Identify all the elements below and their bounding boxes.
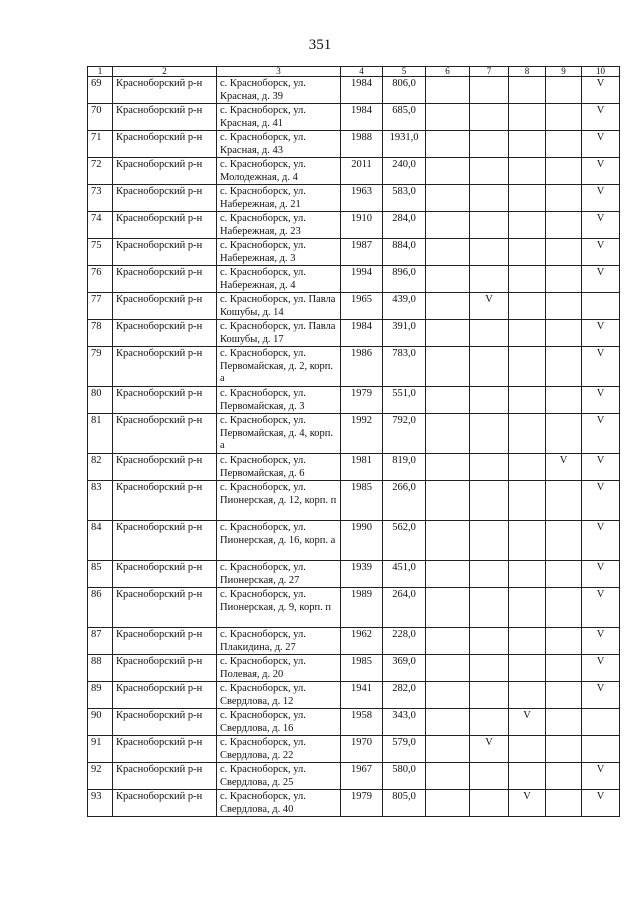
address-cell: с. Красноборск, ул. Свердлова, д. 12 [217, 682, 341, 709]
column-7-mark [470, 158, 509, 185]
area-cell: 228,0 [383, 628, 426, 655]
year-cell: 1979 [341, 790, 383, 817]
address-cell: с. Красноборск, ул. Набережная, д. 3 [217, 239, 341, 266]
column-7-mark [470, 239, 509, 266]
column-number-4: 4 [341, 67, 383, 77]
address-cell: с. Красноборск, ул. Полевая, д. 20 [217, 655, 341, 682]
address-cell: с. Красноборск, ул. Павла Кошубы, д. 17 [217, 320, 341, 347]
column-number-8: 8 [509, 67, 546, 77]
column-7-mark [470, 655, 509, 682]
column-10-mark [582, 293, 620, 320]
area-cell: 884,0 [383, 239, 426, 266]
district-cell: Красноборский р-н [113, 77, 217, 104]
column-10-mark: V [582, 266, 620, 293]
address-cell: с. Красноборск, ул. Первомайская, д. 2, корп. а [217, 347, 341, 387]
column-10-mark: V [582, 320, 620, 347]
column-8-mark [509, 682, 546, 709]
column-9-mark [546, 588, 582, 628]
row-number-cell: 90 [88, 709, 113, 736]
column-10-mark [582, 709, 620, 736]
column-8-mark [509, 347, 546, 387]
table-row [88, 239, 620, 266]
table-row [88, 628, 620, 655]
area-cell: 1931,0 [383, 131, 426, 158]
column-7-mark [470, 454, 509, 481]
area-cell: 783,0 [383, 347, 426, 387]
column-10-mark: V [582, 212, 620, 239]
column-6-mark [426, 481, 470, 521]
column-8-mark [509, 588, 546, 628]
column-10-mark: V [582, 239, 620, 266]
district-cell: Красноборский р-н [113, 709, 217, 736]
column-8-mark [509, 77, 546, 104]
row-number-cell: 85 [88, 561, 113, 588]
table-row [88, 414, 620, 454]
column-6-mark [426, 628, 470, 655]
year-cell: 1992 [341, 414, 383, 454]
area-cell: 391,0 [383, 320, 426, 347]
column-10-mark: V [582, 628, 620, 655]
column-6-mark [426, 561, 470, 588]
address-cell: с. Красноборск, ул. Пионерская, д. 16, корп. а [217, 521, 341, 561]
district-cell: Красноборский р-н [113, 266, 217, 293]
year-cell: 1984 [341, 320, 383, 347]
column-10-mark: V [582, 104, 620, 131]
column-6-mark [426, 790, 470, 817]
column-9-mark [546, 521, 582, 561]
column-9-mark [546, 682, 582, 709]
column-9-mark [546, 481, 582, 521]
column-8-mark [509, 293, 546, 320]
address-cell: с. Красноборск, ул. Набережная, д. 21 [217, 185, 341, 212]
address-cell: с. Красноборск, ул. Плакидина, д. 27 [217, 628, 341, 655]
column-number-3: 3 [217, 67, 341, 77]
column-9-mark: V [546, 454, 582, 481]
column-10-mark: V [582, 763, 620, 790]
column-6-mark [426, 414, 470, 454]
column-6-mark [426, 239, 470, 266]
column-6-mark [426, 387, 470, 414]
area-cell: 792,0 [383, 414, 426, 454]
district-cell: Красноборский р-н [113, 131, 217, 158]
column-7-mark [470, 131, 509, 158]
year-cell: 1984 [341, 104, 383, 131]
column-6-mark [426, 104, 470, 131]
table-row [88, 387, 620, 414]
district-cell: Красноборский р-н [113, 763, 217, 790]
column-9-mark [546, 266, 582, 293]
column-number-9: 9 [546, 67, 582, 77]
column-6-mark [426, 266, 470, 293]
row-number-cell: 86 [88, 588, 113, 628]
area-cell: 806,0 [383, 77, 426, 104]
area-cell: 896,0 [383, 266, 426, 293]
column-8-mark [509, 414, 546, 454]
column-9-mark [546, 158, 582, 185]
row-number-cell: 77 [88, 293, 113, 320]
column-number-6: 6 [426, 67, 470, 77]
column-9-mark [546, 561, 582, 588]
year-cell: 1962 [341, 628, 383, 655]
table-row [88, 790, 620, 817]
row-number-cell: 89 [88, 682, 113, 709]
district-cell: Красноборский р-н [113, 521, 217, 561]
area-cell: 685,0 [383, 104, 426, 131]
address-cell: с. Красноборск, ул. Свердлова, д. 22 [217, 736, 341, 763]
column-10-mark: V [582, 131, 620, 158]
district-cell: Красноборский р-н [113, 320, 217, 347]
district-cell: Красноборский р-н [113, 158, 217, 185]
column-7-mark [470, 320, 509, 347]
area-cell: 805,0 [383, 790, 426, 817]
column-8-mark [509, 521, 546, 561]
table-row [88, 293, 620, 320]
year-cell: 1958 [341, 709, 383, 736]
district-cell: Красноборский р-н [113, 347, 217, 387]
district-cell: Красноборский р-н [113, 414, 217, 454]
area-cell: 264,0 [383, 588, 426, 628]
table-row [88, 481, 620, 521]
column-8-mark [509, 185, 546, 212]
column-7-mark: V [470, 293, 509, 320]
district-cell: Красноборский р-н [113, 682, 217, 709]
row-number-cell: 74 [88, 212, 113, 239]
column-10-mark: V [582, 387, 620, 414]
district-cell: Красноборский р-н [113, 454, 217, 481]
table-row [88, 185, 620, 212]
column-9-mark [546, 131, 582, 158]
area-cell: 579,0 [383, 736, 426, 763]
column-8-mark [509, 212, 546, 239]
row-number-cell: 91 [88, 736, 113, 763]
column-7-mark [470, 414, 509, 454]
year-cell: 1994 [341, 266, 383, 293]
row-number-cell: 69 [88, 77, 113, 104]
column-6-mark [426, 521, 470, 561]
area-cell: 343,0 [383, 709, 426, 736]
column-7-mark: V [470, 736, 509, 763]
column-9-mark [546, 293, 582, 320]
column-10-mark: V [582, 347, 620, 387]
column-8-mark [509, 239, 546, 266]
column-6-mark [426, 655, 470, 682]
row-number-cell: 70 [88, 104, 113, 131]
column-9-mark [546, 387, 582, 414]
address-cell: с. Красноборск, ул. Свердлова, д. 25 [217, 763, 341, 790]
column-8-mark [509, 104, 546, 131]
address-cell: с. Красноборск, ул. Первомайская, д. 6 [217, 454, 341, 481]
year-cell: 1965 [341, 293, 383, 320]
table-row [88, 561, 620, 588]
area-cell: 240,0 [383, 158, 426, 185]
district-cell: Красноборский р-н [113, 481, 217, 521]
column-8-mark [509, 736, 546, 763]
year-cell: 1990 [341, 521, 383, 561]
column-8-mark [509, 131, 546, 158]
column-9-mark [546, 414, 582, 454]
column-6-mark [426, 131, 470, 158]
table-row [88, 655, 620, 682]
district-cell: Красноборский р-н [113, 588, 217, 628]
year-cell: 1963 [341, 185, 383, 212]
table-row [88, 709, 620, 736]
column-8-mark [509, 628, 546, 655]
address-cell: с. Красноборск, ул. Набережная, д. 4 [217, 266, 341, 293]
address-cell: с. Красноборск, ул. Пионерская, д. 12, корп. п [217, 481, 341, 521]
district-cell: Красноборский р-н [113, 790, 217, 817]
column-6-mark [426, 763, 470, 790]
column-7-mark [470, 682, 509, 709]
column-6-mark [426, 709, 470, 736]
column-10-mark [582, 736, 620, 763]
table-row [88, 763, 620, 790]
column-8-mark [509, 320, 546, 347]
address-cell: с. Красноборск, ул. Молодежная, д. 4 [217, 158, 341, 185]
year-cell: 1941 [341, 682, 383, 709]
column-6-mark [426, 347, 470, 387]
column-7-mark [470, 790, 509, 817]
column-6-mark [426, 588, 470, 628]
column-10-mark: V [582, 790, 620, 817]
table-row [88, 266, 620, 293]
area-cell: 551,0 [383, 387, 426, 414]
column-number-5: 5 [383, 67, 426, 77]
year-cell: 1984 [341, 77, 383, 104]
column-number-7: 7 [470, 67, 509, 77]
year-cell: 1989 [341, 588, 383, 628]
district-cell: Красноборский р-н [113, 239, 217, 266]
year-cell: 1939 [341, 561, 383, 588]
column-9-mark [546, 709, 582, 736]
table-row [88, 104, 620, 131]
column-7-mark [470, 709, 509, 736]
row-number-cell: 72 [88, 158, 113, 185]
column-7-mark [470, 104, 509, 131]
area-cell: 266,0 [383, 481, 426, 521]
area-cell: 282,0 [383, 682, 426, 709]
district-cell: Красноборский р-н [113, 212, 217, 239]
column-7-mark [470, 763, 509, 790]
row-number-cell: 75 [88, 239, 113, 266]
address-cell: с. Красноборск, ул. Павла Кошубы, д. 14 [217, 293, 341, 320]
area-cell: 369,0 [383, 655, 426, 682]
column-10-mark: V [582, 185, 620, 212]
column-8-mark [509, 158, 546, 185]
column-6-mark [426, 320, 470, 347]
address-cell: с. Красноборск, ул. Красная, д. 41 [217, 104, 341, 131]
row-number-cell: 84 [88, 521, 113, 561]
column-10-mark: V [582, 588, 620, 628]
area-cell: 583,0 [383, 185, 426, 212]
table-row [88, 588, 620, 628]
year-cell: 2011 [341, 158, 383, 185]
row-number-cell: 80 [88, 387, 113, 414]
buildings-table [87, 66, 620, 817]
column-10-mark: V [582, 655, 620, 682]
column-6-mark [426, 293, 470, 320]
year-cell: 1967 [341, 763, 383, 790]
district-cell: Красноборский р-н [113, 387, 217, 414]
column-9-mark [546, 347, 582, 387]
column-8-mark [509, 454, 546, 481]
column-7-mark [470, 628, 509, 655]
column-7-mark [470, 185, 509, 212]
column-8-mark [509, 561, 546, 588]
column-10-mark: V [582, 158, 620, 185]
address-cell: с. Красноборск, ул. Пионерская, д. 9, корп. п [217, 588, 341, 628]
address-cell: с. Красноборск, ул. Набережная, д. 23 [217, 212, 341, 239]
table-body [88, 67, 620, 817]
district-cell: Красноборский р-н [113, 655, 217, 682]
district-cell: Красноборский р-н [113, 736, 217, 763]
column-10-mark: V [582, 561, 620, 588]
year-cell: 1988 [341, 131, 383, 158]
table-row [88, 454, 620, 481]
year-cell: 1986 [341, 347, 383, 387]
column-9-mark [546, 104, 582, 131]
row-number-cell: 76 [88, 266, 113, 293]
column-10-mark: V [582, 682, 620, 709]
column-9-mark [546, 790, 582, 817]
column-8-mark [509, 387, 546, 414]
column-6-mark [426, 454, 470, 481]
column-8-mark [509, 655, 546, 682]
year-cell: 1987 [341, 239, 383, 266]
row-number-cell: 92 [88, 763, 113, 790]
column-9-mark [546, 628, 582, 655]
year-cell: 1985 [341, 655, 383, 682]
row-number-cell: 81 [88, 414, 113, 454]
area-cell: 819,0 [383, 454, 426, 481]
table-row [88, 347, 620, 387]
district-cell: Красноборский р-н [113, 628, 217, 655]
column-7-mark [470, 588, 509, 628]
year-cell: 1970 [341, 736, 383, 763]
row-number-cell: 73 [88, 185, 113, 212]
row-number-cell: 93 [88, 790, 113, 817]
address-cell: с. Красноборск, ул. Свердлова, д. 16 [217, 709, 341, 736]
year-cell: 1985 [341, 481, 383, 521]
column-7-mark [470, 481, 509, 521]
row-number-cell: 78 [88, 320, 113, 347]
table-row [88, 158, 620, 185]
column-8-mark: V [509, 709, 546, 736]
row-number-cell: 82 [88, 454, 113, 481]
column-number-10: 10 [582, 67, 620, 77]
column-9-mark [546, 77, 582, 104]
district-cell: Красноборский р-н [113, 185, 217, 212]
column-10-mark: V [582, 481, 620, 521]
column-9-mark [546, 736, 582, 763]
address-cell: с. Красноборск, ул. Красная, д. 43 [217, 131, 341, 158]
row-number-cell: 88 [88, 655, 113, 682]
table-row [88, 521, 620, 561]
table-row [88, 682, 620, 709]
column-10-mark: V [582, 454, 620, 481]
column-9-mark [546, 320, 582, 347]
column-10-mark: V [582, 414, 620, 454]
table-row [88, 212, 620, 239]
column-9-mark [546, 239, 582, 266]
column-7-mark [470, 266, 509, 293]
page-number: 351 [308, 37, 332, 53]
table-row [88, 320, 620, 347]
table-row [88, 131, 620, 158]
address-cell: с. Красноборск, ул. Красная, д. 39 [217, 77, 341, 104]
column-6-mark [426, 682, 470, 709]
district-cell: Красноборский р-н [113, 104, 217, 131]
district-cell: Красноборский р-н [113, 293, 217, 320]
column-8-mark [509, 763, 546, 790]
year-cell: 1910 [341, 212, 383, 239]
column-9-mark [546, 185, 582, 212]
column-9-mark [546, 655, 582, 682]
row-number-cell: 79 [88, 347, 113, 387]
column-9-mark [546, 212, 582, 239]
column-10-mark: V [582, 521, 620, 561]
column-9-mark [546, 763, 582, 790]
year-cell: 1979 [341, 387, 383, 414]
table-row [88, 736, 620, 763]
year-cell: 1981 [341, 454, 383, 481]
row-number-cell: 71 [88, 131, 113, 158]
row-number-cell: 87 [88, 628, 113, 655]
district-cell: Красноборский р-н [113, 561, 217, 588]
column-7-mark [470, 561, 509, 588]
column-7-mark [470, 387, 509, 414]
column-7-mark [470, 77, 509, 104]
area-cell: 284,0 [383, 212, 426, 239]
column-8-mark [509, 266, 546, 293]
table-row [88, 77, 620, 104]
row-number-cell: 83 [88, 481, 113, 521]
column-6-mark [426, 736, 470, 763]
area-cell: 580,0 [383, 763, 426, 790]
column-8-mark [509, 481, 546, 521]
column-6-mark [426, 185, 470, 212]
column-6-mark [426, 212, 470, 239]
address-cell: с. Красноборск, ул. Свердлова, д. 40 [217, 790, 341, 817]
address-cell: с. Красноборск, ул. Первомайская, д. 3 [217, 387, 341, 414]
area-cell: 439,0 [383, 293, 426, 320]
column-7-mark [470, 347, 509, 387]
area-cell: 451,0 [383, 561, 426, 588]
area-cell: 562,0 [383, 521, 426, 561]
column-7-mark [470, 521, 509, 561]
column-6-mark [426, 77, 470, 104]
column-8-mark: V [509, 790, 546, 817]
column-10-mark: V [582, 77, 620, 104]
address-cell: с. Красноборск, ул. Пионерская, д. 27 [217, 561, 341, 588]
column-number-2: 2 [113, 67, 217, 77]
column-6-mark [426, 158, 470, 185]
header-row [88, 67, 620, 77]
column-number-1: 1 [88, 67, 113, 77]
column-7-mark [470, 212, 509, 239]
address-cell: с. Красноборск, ул. Первомайская, д. 4, корп. а [217, 414, 341, 454]
